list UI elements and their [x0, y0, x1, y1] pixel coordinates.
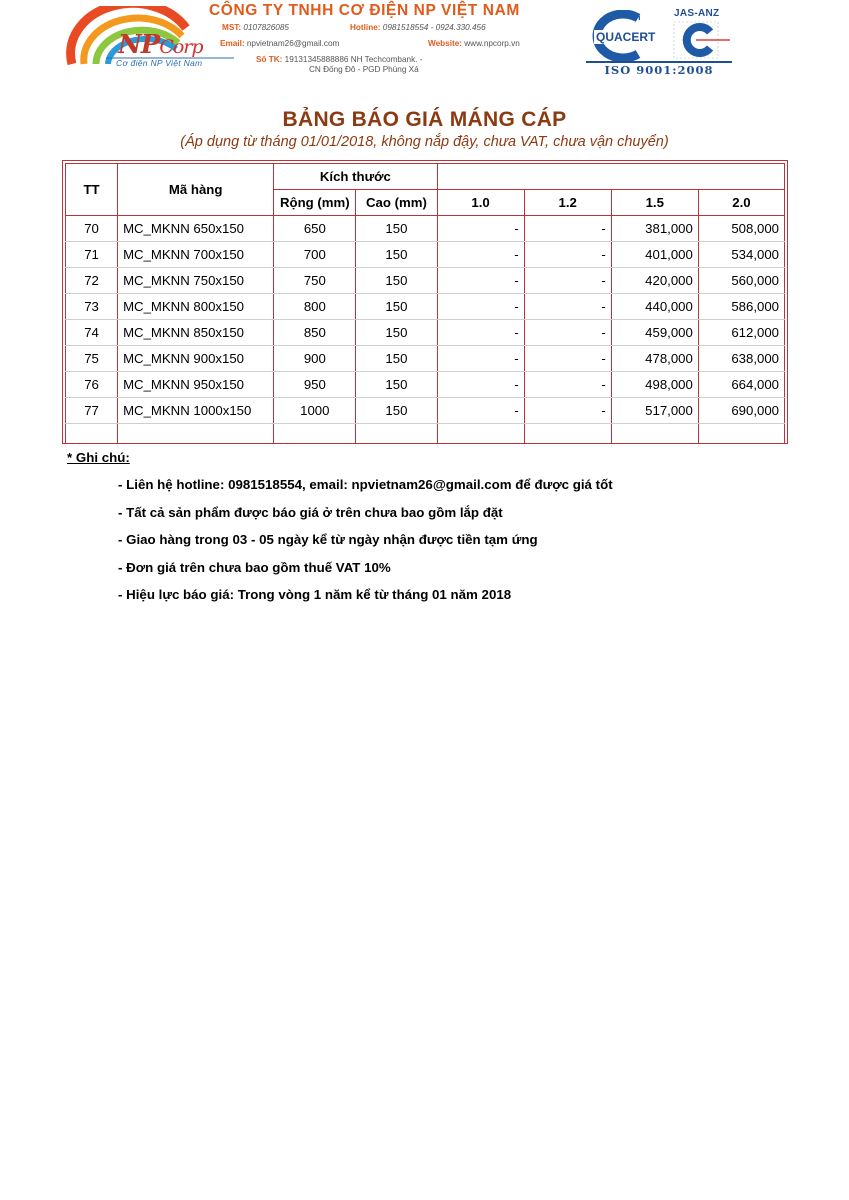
cell-price-1-0: -	[437, 242, 524, 268]
cell-cao: 150	[356, 372, 437, 398]
cell-price-1-0: -	[437, 398, 524, 424]
cell-rong: 950	[274, 372, 356, 398]
notes-title: * Ghi chú:	[67, 450, 130, 465]
col-header-tt: TT	[66, 164, 118, 216]
cell-price-2-0: 560,000	[698, 268, 784, 294]
cell-rong: 1000	[274, 398, 356, 424]
cell-price-2-0: 664,000	[698, 372, 784, 398]
cell-cao: 150	[356, 268, 437, 294]
cell-price-1-5: 420,000	[611, 268, 698, 294]
cell-ma-hang: MC_MKNN 900x150	[118, 346, 274, 372]
hotline-line: Hotline: 0981518554 - 0924.330.456	[350, 23, 486, 32]
hotline-number: 0981518554 - 0924.330.456	[382, 23, 486, 32]
logo-wordmark: NPCorp	[118, 30, 203, 60]
bank-line: Số TK: 19131345888886 NH Techcombank. -	[256, 55, 423, 64]
cell-tt: 75	[66, 346, 118, 372]
cell-price-1-0: -	[437, 294, 524, 320]
tax-code: 0107826085	[243, 23, 289, 32]
cell-price-2-0: 508,000	[698, 216, 784, 242]
table-row	[66, 268, 785, 294]
cell-price-2-0: 534,000	[698, 242, 784, 268]
cell-price-1-2: -	[524, 372, 611, 398]
cell-rong: 750	[274, 268, 356, 294]
page-title: BẢNG BÁO GIÁ MÁNG CÁP	[282, 108, 567, 131]
cell-price-1-0: -	[437, 372, 524, 398]
col-header-2-0: 2.0	[698, 190, 784, 216]
quacert-logo-icon	[586, 10, 664, 62]
cell-price-2-0: 638,000	[698, 346, 784, 372]
cell-price-1-0: -	[437, 268, 524, 294]
email-address[interactable]: npvietnam26@gmail.com	[246, 39, 340, 48]
certification-block	[586, 8, 736, 76]
table-row	[66, 398, 785, 424]
cell-price-1-0: -	[437, 320, 524, 346]
col-header-kich-thuoc: Kích thước	[274, 164, 437, 190]
cell-price-1-5: 381,000	[611, 216, 698, 242]
cell-tt: 77	[66, 398, 118, 424]
cell-cao: 150	[356, 346, 437, 372]
table-row-empty	[66, 424, 785, 444]
cell-price-1-5: 459,000	[611, 320, 698, 346]
cell-rong: 800	[274, 294, 356, 320]
cell-ma-hang: MC_MKNN 1000x150	[118, 398, 274, 424]
col-header-ma-hang: Mã hàng	[118, 164, 274, 216]
table-row	[66, 320, 785, 346]
cell-price-2-0: 690,000	[698, 398, 784, 424]
cell-price-1-5: 401,000	[611, 242, 698, 268]
table-row	[66, 242, 785, 268]
cell-cao: 150	[356, 398, 437, 424]
cell-price-1-5: 478,000	[611, 346, 698, 372]
cell-price-1-2: -	[524, 242, 611, 268]
note-item: - Tất cả sản phẩm được báo giá ở trên chưa bao gồm lắp đặt	[118, 505, 503, 520]
jas-anz-label: JAS-ANZ	[674, 8, 720, 19]
cell-rong: 650	[274, 216, 356, 242]
cell-tt: 70	[66, 216, 118, 242]
price-table	[65, 163, 785, 444]
bank-branch: CN Đống Đô - PGD Phùng Xá	[309, 65, 419, 74]
table-row	[66, 346, 785, 372]
cell-rong: 900	[274, 346, 356, 372]
cell-price-1-5: 498,000	[611, 372, 698, 398]
col-header-1-2: 1.2	[524, 190, 611, 216]
table-header-row-1	[66, 164, 785, 190]
cell-price-1-2: -	[524, 346, 611, 372]
col-header-cao: Cao (mm)	[356, 190, 437, 216]
page-subtitle: (Áp dụng từ tháng 01/01/2018, không nắp đậy, chưa VAT, chưa vận chuyển)	[180, 134, 669, 150]
col-header-1-5: 1.5	[611, 190, 698, 216]
table-row	[66, 372, 785, 398]
cell-ma-hang: MC_MKNN 950x150	[118, 372, 274, 398]
tax-code-line: MST: 0107826085	[222, 23, 289, 32]
cell-price-1-0: -	[437, 216, 524, 242]
cell-price-1-0: -	[437, 346, 524, 372]
cell-price-1-5: 517,000	[611, 398, 698, 424]
cell-price-2-0: 586,000	[698, 294, 784, 320]
iso-label: ISO 9001:2008	[586, 61, 732, 77]
cell-tt: 71	[66, 242, 118, 268]
logo-tagline: Cơ điện NP Việt Nam	[116, 58, 203, 68]
email-line: Email: npvietnam26@gmail.com	[220, 39, 340, 48]
svg-text:vn: vn	[630, 12, 641, 22]
website-line: Website: www.npcorp.vn	[428, 39, 520, 48]
cell-price-1-2: -	[524, 294, 611, 320]
cell-price-1-2: -	[524, 320, 611, 346]
cell-rong: 850	[274, 320, 356, 346]
cell-tt: 73	[66, 294, 118, 320]
website-link[interactable]: www.npcorp.vn	[464, 39, 520, 48]
cell-cao: 150	[356, 242, 437, 268]
cell-rong: 700	[274, 242, 356, 268]
cell-cao: 150	[356, 320, 437, 346]
note-item: - Liên hệ hotline: 0981518554, email: npvietnam26@gmail.com để được giá tốt	[118, 477, 613, 492]
company-info	[200, 2, 590, 20]
company-name: CÔNG TY TNHH CƠ ĐIỆN NP VIỆT NAM	[209, 2, 520, 19]
cell-tt: 76	[66, 372, 118, 398]
cell-ma-hang: MC_MKNN 650x150	[118, 216, 274, 242]
note-item: - Đơn giá trên chưa bao gồm thuế VAT 10%	[118, 560, 391, 575]
note-item: - Hiệu lực báo giá: Trong vòng 1 năm kể từ tháng 01 năm 2018	[118, 587, 512, 602]
cell-price-1-2: -	[524, 398, 611, 424]
cell-cao: 150	[356, 216, 437, 242]
cell-price-1-2: -	[524, 216, 611, 242]
cell-price-1-5: 440,000	[611, 294, 698, 320]
cell-cao: 150	[356, 294, 437, 320]
cell-price-2-0: 612,000	[698, 320, 784, 346]
cell-ma-hang: MC_MKNN 800x150	[118, 294, 274, 320]
letterhead	[0, 0, 849, 80]
svg-text:QUACERT: QUACERT	[596, 30, 656, 44]
note-item: - Giao hàng trong 03 - 05 ngày kể từ ngày nhận được tiền tạm ứng	[118, 532, 538, 547]
table-row	[66, 294, 785, 320]
cell-ma-hang: MC_MKNN 850x150	[118, 320, 274, 346]
col-header-thickness-group	[437, 164, 785, 190]
cell-price-1-2: -	[524, 268, 611, 294]
col-header-rong: Rộng (mm)	[274, 190, 356, 216]
table-row	[66, 216, 785, 242]
cell-tt: 72	[66, 268, 118, 294]
cell-ma-hang: MC_MKNN 750x150	[118, 268, 274, 294]
price-table-frame	[62, 160, 788, 444]
bank-account: 19131345888886 NH Techcombank. -	[284, 55, 423, 64]
cell-ma-hang: MC_MKNN 700x150	[118, 242, 274, 268]
col-header-1-0: 1.0	[437, 190, 524, 216]
cell-tt: 74	[66, 320, 118, 346]
jas-anz-logo-icon	[670, 20, 732, 60]
bank-branch-line	[309, 64, 419, 76]
